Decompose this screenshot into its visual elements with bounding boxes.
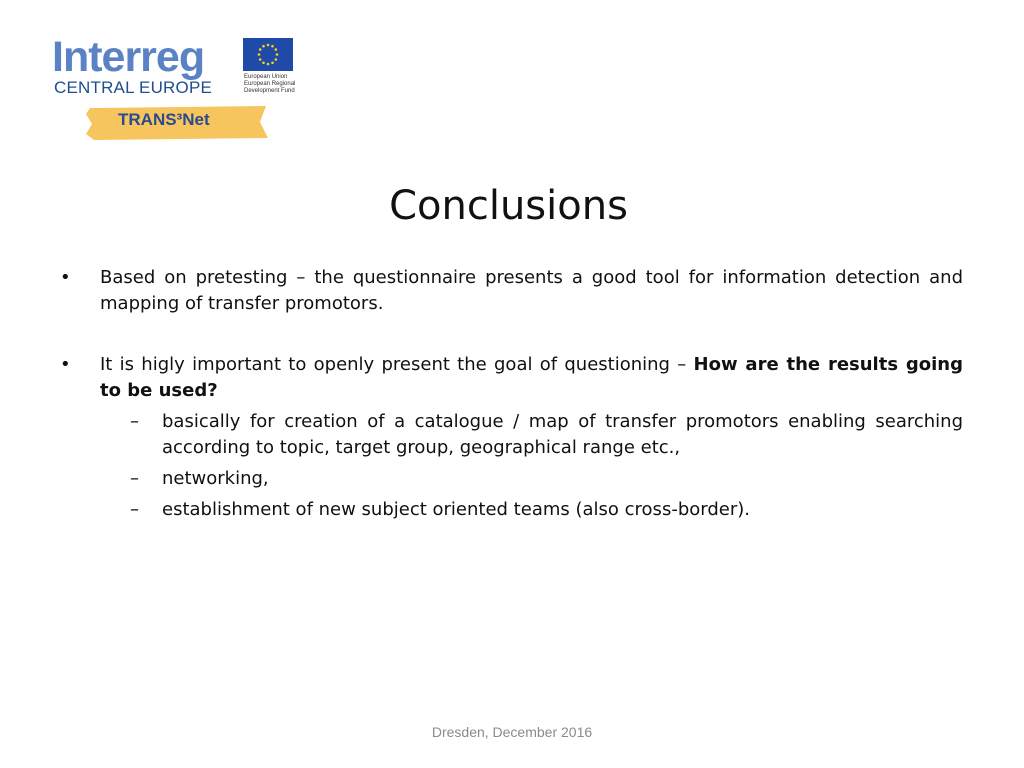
sub-item-1	[60, 409, 963, 461]
logo-brand-text: Interreg	[52, 33, 205, 81]
project-name: TRANS³Net	[118, 110, 210, 129]
sub-item-text: establishment of new subject oriented teams (also cross-border).	[162, 499, 750, 520]
slide-title: Conclusions	[389, 183, 628, 229]
eu-fund-text	[244, 74, 308, 95]
bullet-text-regular: It is higly important to openly present the goal of questioning –	[100, 354, 694, 375]
eu-flag-icon	[243, 38, 293, 71]
sub-item-text: networking,	[162, 468, 269, 489]
sub-item-2	[60, 466, 963, 492]
sub-item-text: basically for creation of a catalogue / map of transfer promotors enabling searching according to topic, target group, geographical range etc.,	[162, 411, 963, 458]
logo-region-text: CENTRAL EUROPE	[54, 78, 213, 97]
dash-glyph: –	[130, 468, 139, 489]
bullet-glyph: •	[60, 354, 71, 375]
bullet-item-1	[60, 265, 963, 317]
interreg-logo	[52, 34, 302, 144]
bullet-item-2	[60, 352, 963, 404]
slide-content	[60, 265, 963, 523]
sub-item-3	[60, 497, 963, 523]
slide-footer: Dresden, December 2016	[431, 724, 593, 740]
dash-glyph: –	[130, 411, 139, 432]
dash-glyph: –	[130, 499, 139, 520]
eu-line-3: Development Fund	[244, 88, 295, 94]
bullet-text	[100, 352, 963, 404]
eu-line-1: European Union	[244, 74, 288, 80]
bullet-text: Based on pretesting – the questionnaire presents a good tool for information detection and mapping of transfer promotors.	[100, 267, 963, 314]
bullet-glyph: •	[60, 267, 71, 288]
bullet-text-bold: How are the results going to be used?	[100, 354, 963, 401]
eu-line-2: European Regional	[244, 81, 296, 87]
